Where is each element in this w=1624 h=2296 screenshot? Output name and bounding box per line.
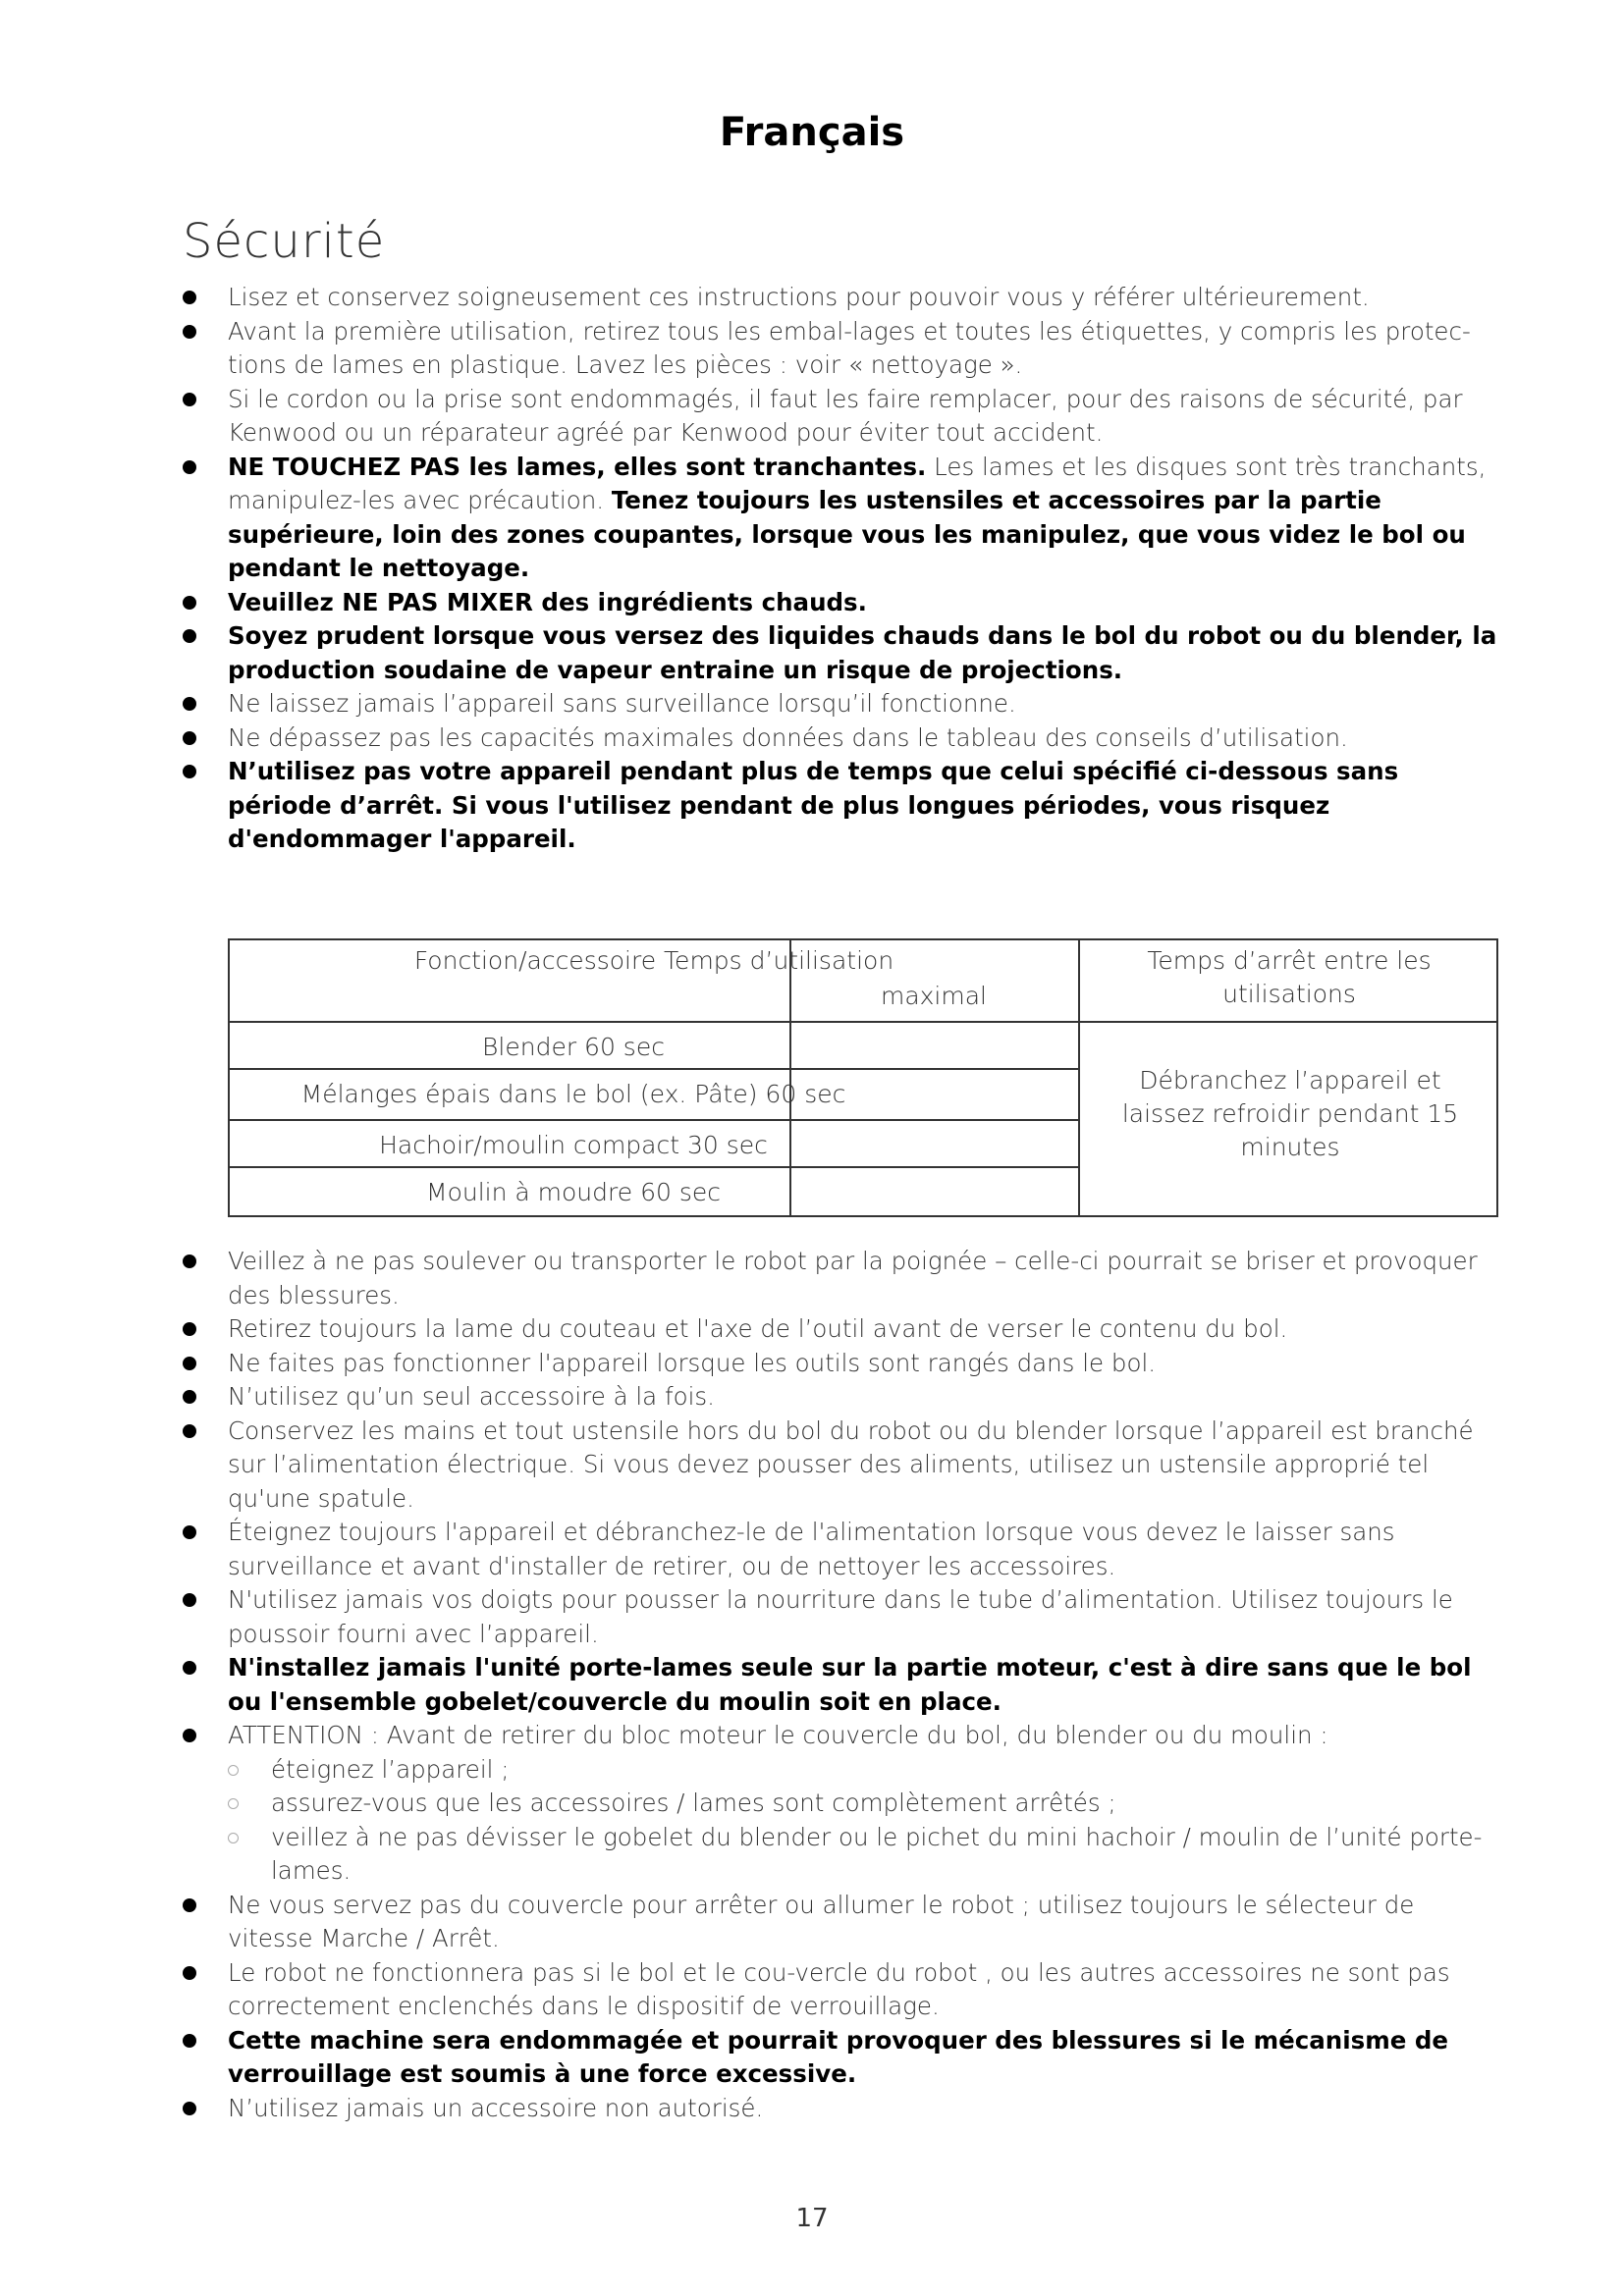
list-item: Avant la première utilisation, retirez tous les embal-lages et toutes les étiquettes, y compris les protec-tions de lames en plastique. Lavez les pièces : voir « nettoyage ». [183,315,1498,383]
safety-list-bottom [183,1245,1498,2125]
bold-text: Tenez toujours les ustensiles et accessoires par la partie supérieure, loin des zones coupantes, lorsque vous les manipulez, que vous videz le bol ou pendant le nettoyage. [228,486,1466,582]
list-item: Cette machine sera endommagée et pourrait provoquer des blessures si le mécanisme de verrouillage est soumis à une force excessive. [183,2024,1498,2092]
table-row: Blender 60 sec [482,1033,665,1061]
list-item [183,1719,1498,1889]
table-header: maximal [880,982,988,1010]
table-header: Temps d’arrêt entre les utilisations [1147,946,1432,1008]
list-item: Ne vous servez pas du couvercle pour arrêter ou allumer le robot ; utilisez toujours le sélecteur de vitesse Marche / Arrêt. [183,1889,1498,1956]
divider [230,1119,1078,1121]
list-item: Soyez prudent lorsque vous versez des liquides chauds dans le bol du robot ou du blender, la production soudaine de vapeur entraine un risque de projections. [183,619,1498,687]
normal-text: Les lames et les disques sont très tranchants, manipulez-les avec précaution. [228,452,1487,514]
list-item: N’utilisez qu’un seul accessoire à la fois. [183,1380,1498,1415]
table-row: Mélanges épais dans le bol (ex. Pâte) 60 sec [300,1080,846,1108]
usage-time-table [228,938,1498,1217]
list-item [183,451,1498,586]
list-item: Éteignez toujours l'appareil et débranchez-le de l'alimentation lorsque vous devez le laisser sans surveillance et avant d'installer de retirer, ou de nettoyer les accessoires. [183,1516,1498,1583]
divider [230,1166,1078,1168]
divider [230,1068,1078,1070]
list-item: Ne faites pas fonctionner l'appareil lorsque les outils sont rangés dans le bol. [183,1347,1498,1381]
list-item: N’utilisez pas votre appareil pendant plus de temps que celui spécifié ci-dessous sans période d’arrêt. Si vous l'utilisez pendant de plus longues périodes, vous risquez d'endommager l'appareil. [183,755,1498,857]
list-item: Ne laissez jamais l’appareil sans surveillance lorsqu’il fonctionne. [183,687,1498,721]
bold-text: NE TOUCHEZ PAS les lames, elles sont tranchantes. [228,452,927,481]
list-item: Veillez à ne pas soulever ou transporter le robot par la poignée – celle-ci pourrait se briser et provoquer des blessures. [183,1245,1498,1312]
table-header: Fonction/accessoire Temps d’utilisation [413,946,894,975]
table-row: Moulin à moudre 60 sec [426,1178,721,1206]
divider [1078,1021,1498,1023]
sub-list-item: assurez-vous que les accessoires / lames sont complètement arrêtés ; [228,1787,1498,1821]
divider [230,1021,1078,1023]
safety-list-top [183,281,1498,857]
list-item: Lisez et conservez soigneusement ces instructions pour pouvoir vous y référer ultérieurement. [183,281,1498,315]
list-item: N'utilisez jamais vos doigts pour pousser la nourriture dans le tube d’alimentation. Utilisez toujours le poussoir fourni avec l’appareil. [183,1583,1498,1651]
list-item: Ne dépassez pas les capacités maximales données dans le tableau des conseils d’utilisation. [183,721,1498,756]
list-item: Le robot ne fonctionnera pas si le bol et le cou-vercle du robot , ou les autres accessoires ne sont pas correctement enclenchés dans le dispositif de verrouillage. [183,1956,1498,2024]
sub-list [228,1753,1498,1889]
language-heading: Français [719,110,905,155]
list-item: Retirez toujours la lame du couteau et l'axe de l’outil avant de verser le contenu du bol. [183,1312,1498,1347]
sub-list-item: veillez à ne pas dévisser le gobelet du blender ou le pichet du mini hachoir / moulin de l’unité porte-lames. [228,1821,1498,1889]
list-item: Conservez les mains et tout ustensile hors du bol du robot ou du blender lorsque l’appareil est branché sur l’alimentation électrique. Si vous devez pousser des aliments, utilisez un ustensile approprié tel qu'une spatule. [183,1415,1498,1517]
list-item: Veuillez NE PAS MIXER des ingrédients chauds. [183,586,1498,620]
sub-list-item: éteignez l’appareil ; [228,1753,1498,1788]
page-number: 17 [795,2204,829,2233]
section-title: Sécurité [183,214,386,269]
attention-text: ATTENTION : Avant de retirer du bloc moteur le couvercle du bol, du blender ou du moulin : [228,1721,1328,1749]
list-item: N’utilisez jamais un accessoire non autorisé. [183,2092,1498,2126]
list-item: Si le cordon ou la prise sont endommagés, il faut les faire remplacer, pour des raisons de sécurité, par Kenwood ou un réparateur agréé par Kenwood pour éviter tout accident. [183,383,1498,451]
table-row: Hachoir/moulin compact 30 sec [379,1131,768,1159]
list-item: N'installez jamais l'unité porte-lames seule sur la partie moteur, c'est à dire sans que le bol ou l'ensemble gobelet/couvercle du moulin soit en place. [183,1651,1498,1719]
table-cell-rest-time: Débranchez l’appareil et laissez refroidir pendant 15 minutes [1121,1066,1459,1161]
